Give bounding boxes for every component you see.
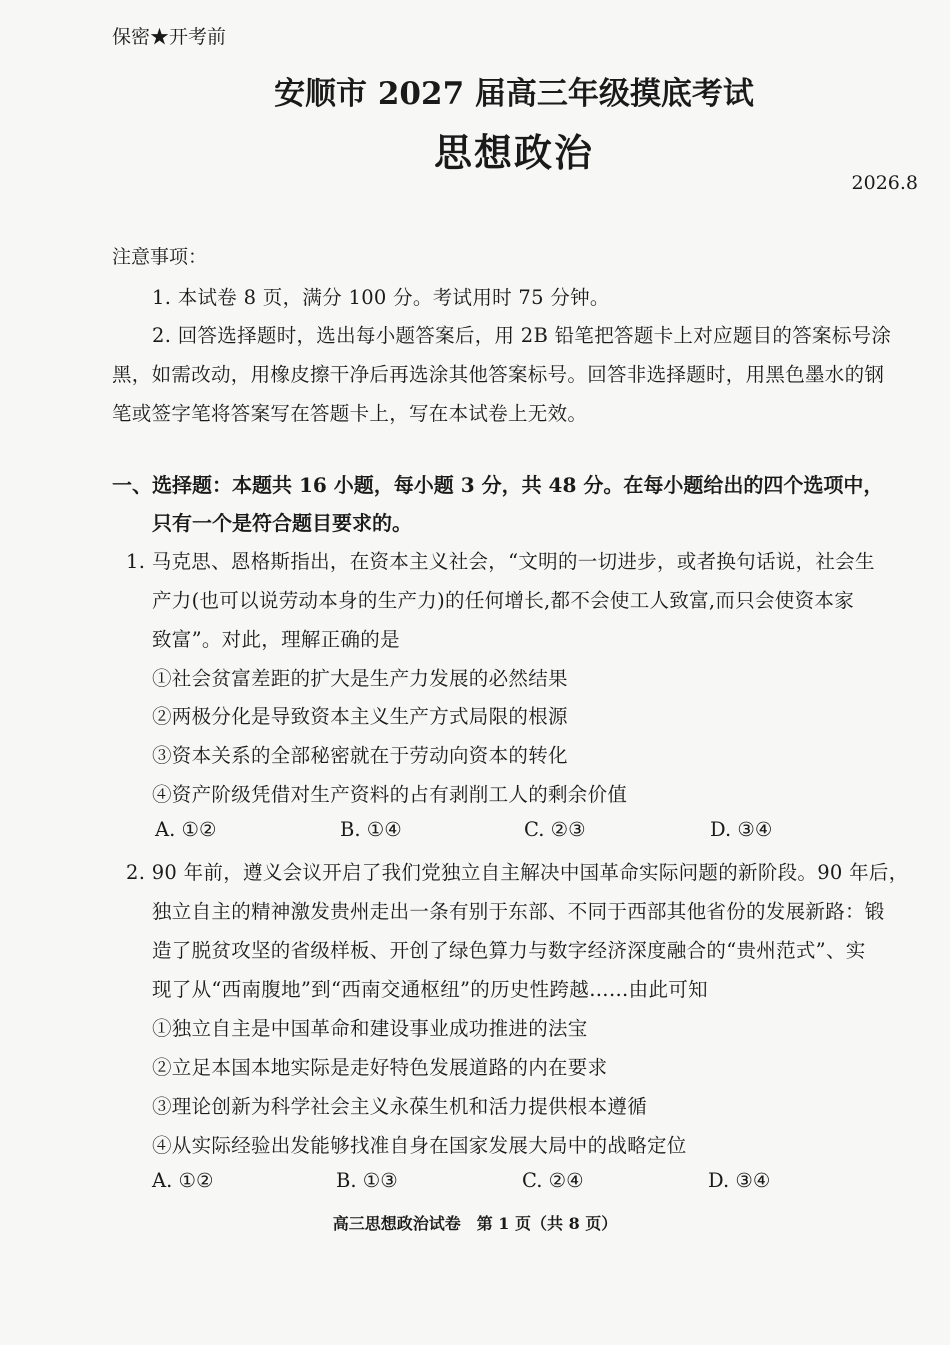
notice-line: 2. 回答选择题时，选出每小题答案后，用 2B 铅笔把答题卡上对应题目的答案标号涂	[152, 324, 892, 347]
notice-heading: 注意事项：	[112, 246, 208, 268]
q2-statement: ①独立自主是中国革命和建设事业成功推进的法宝	[152, 1017, 588, 1040]
notice-line: 笔或签字笔将答案写在答题卡上，写在本试卷上无效。	[112, 402, 588, 425]
q1-stem-line: 致富”。对此，理解正确的是	[152, 628, 400, 651]
q2-stem-line: 独立自主的精神激发贵州走出一条有别于东部、不同于西部其他省份的发展新路：锻	[152, 900, 885, 923]
q1-statement: ③资本关系的全部秘密就在于劳动向资本的转化	[152, 744, 568, 767]
notice-line: 黑，如需改动，用橡皮擦干净后再选涂其他答案标号。回答非选择题时，用黑色墨水的钢	[112, 363, 885, 386]
q2-stem-line: 造了脱贫攻坚的省级样板、开创了绿色算力与数字经济深度融合的“贵州范式”、实	[152, 939, 866, 962]
section-heading: 一、选择题：本题共 16 小题，每小题 3 分，共 48 分。在每小题给出的四个选项中，	[112, 473, 884, 497]
confidential-mark: 保密★开考前	[112, 26, 227, 48]
q1-statement: ②两极分化是导致资本主义生产方式局限的根源	[152, 705, 568, 728]
exam-date: 2026.8	[851, 172, 918, 194]
q2-option-b: B. ①③	[336, 1169, 398, 1192]
exam-title: 安顺市 2027 届高三年级摸底考试	[274, 76, 754, 112]
subject-title: 思想政治	[433, 130, 594, 175]
q2-option-a: A. ①②	[152, 1169, 214, 1192]
q1-option-d: D. ③④	[710, 818, 773, 841]
q2-option-c: C. ②④	[522, 1169, 584, 1192]
q2-statement: ②立足本国本地实际是走好特色发展道路的内在要求	[152, 1056, 608, 1079]
q2-option-d: D. ③④	[708, 1169, 771, 1192]
q2-statement: ③理论创新为科学社会主义永葆生机和活力提供根本遵循	[152, 1095, 648, 1118]
q1-statement: ①社会贫富差距的扩大是生产力发展的必然结果	[152, 667, 568, 690]
notice-line: 1. 本试卷 8 页，满分 100 分。考试用时 75 分钟。	[152, 286, 610, 309]
q1-option-c: C. ②③	[524, 818, 586, 841]
q1-stem-line: 1. 马克思、恩格斯指出，在资本主义社会，“文明的一切进步，或者换句话说，社会生	[126, 550, 875, 573]
q1-statement: ④资产阶级凭借对生产资料的占有剥削工人的剩余价值	[152, 783, 628, 806]
q1-option-b: B. ①④	[340, 818, 402, 841]
q2-statement: ④从实际经验出发能够找准自身在国家发展大局中的战略定位	[152, 1134, 687, 1157]
q2-stem-line: 现了从“西南腹地”到“西南交通枢纽”的历史性跨越……由此可知	[152, 978, 708, 1001]
page-footer: 高三思想政治试卷 第 1 页（共 8 页）	[332, 1214, 618, 1233]
q1-stem-line: 产力(也可以说劳动本身的生产力)的任何增长,都不会使工人致富,而只会使资本家	[152, 589, 855, 612]
q1-option-a: A. ①②	[155, 818, 217, 841]
section-heading-cont: 只有一个是符合题目要求的。	[152, 511, 412, 535]
q2-stem-line: 2. 90 年前，遵义会议开启了我们党独立自主解决中国革命实际问题的新阶段。90 年后，	[126, 861, 909, 884]
